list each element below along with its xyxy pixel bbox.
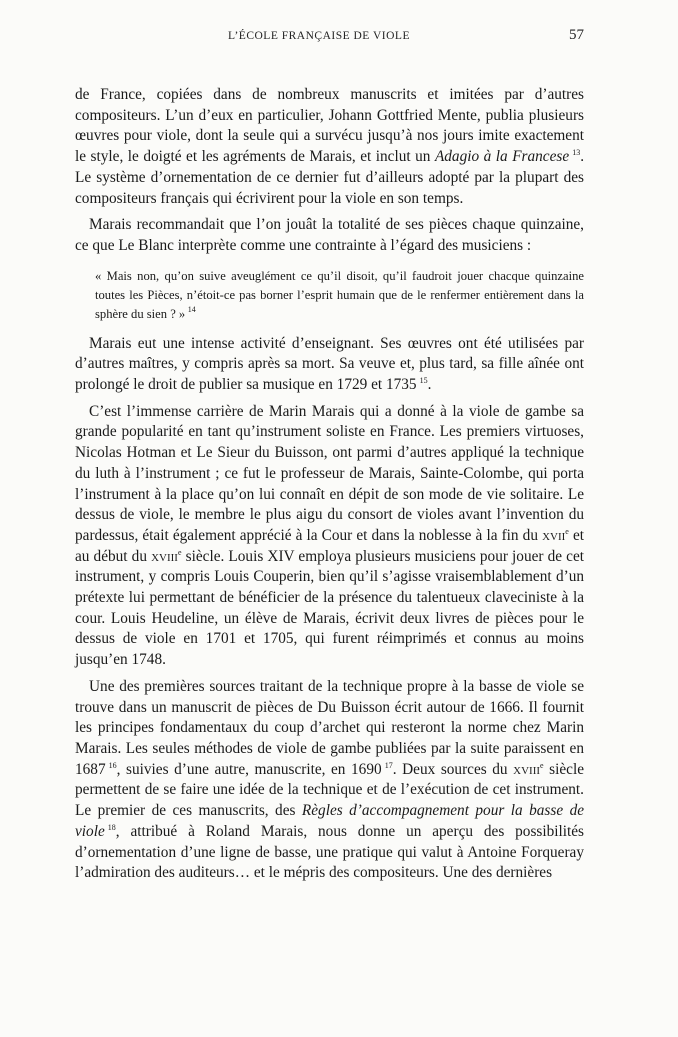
block-quote: « Mais non, qu’on suive aveuglément ce qu’il disoit, qu’il faudroit jouer chacque quinzaine toutes les Pièces, n’étoit-ce pas borner l’esprit humain que de le renfermer entièrement dans la sphère du sien ? » $^{14}$ (95, 268, 584, 321)
footnote-ref-15[interactable]: 15 (419, 376, 428, 386)
footnote-ref-14[interactable]: 14 (187, 304, 196, 314)
footnote-ref-13[interactable]: 13 (572, 148, 581, 158)
paragraph-1: de France, copiées dans de nombreux manuscrits et imitées par d’autres compositeurs. L’un d’eux en particulier, Johann Gottfried Mente, publia plusieurs œuvres pour viole, dont la seule qui a survécu jusqu’à nos jours imite exactement le style, le doigté et les agréments de Marais, et inclut un Adagio à la Francese $^{13}$. Le système d’ornementation de ce dernier fut d’ailleurs adopté par la plupart des compositeurs français qui écrivirent pour la viole en son temps. (75, 86, 585, 207)
body-text (75, 85, 584, 884)
footnote-ref-16[interactable]: 16 (108, 760, 117, 770)
page-number: 57 (569, 27, 584, 43)
paragraph-4: C’est l’immense carrière de Marin Marais qui a donné à la viole de gambe sa grande popularité en tant qu’instrument soliste en France. Les premiers virtuoses, Nicolas Hotman et Le Sieur du Buisson, ont parmi d’autres appliqué la technique du luth à l’instrument ; ce fut le professeur de Marais, Sainte-Colombe, qui porta l’instrument à la place qu’on lui connaît en dépit de son mode de vie solitaire. Le dessus de viole, le membre le plus aigu du consort de violes avant l’invention du pardessus, était également apprécié à la Cour et dans la noblesse à la fin du xvii$^e$ et au début du xviii$^e$ siècle. Louis XIV employa plusieurs musiciens pour jouer de cet instrument, y compris Louis Couperin, bien qu’il s’agisse vraisemblablement d’un prétexte lui permettant de bénéficier de la présence du talentueux claveciniste à la cour. Louis Heudeline, un élève de Marais, écrivit deux livres de pièces pour le dessus de viole en 1701 et 1705, qui furent réimprimés et connus au moins jusqu’en 1748. (75, 402, 584, 669)
paragraph-5: Une des premières sources traitant de la technique propre à la basse de viole se trouve dans un manuscrit de pièces de Du Buisson écrit autour de 1666. Il fournit les principes fondamentaux du coup d’archet qui resteront la norme chez Marin Marais. Les seules méthodes de viole de gambe publiées par la suite paraissent en 1687 $^{16}$, suivies d’une autre, manuscrite, en 1690 $^{17}$. Deux sources du xviii$^e$ siècle permettent de se faire une idée de la technique et de l’exécution de cet instrument. Le premier de ces manuscrits, des Règles d’accompagnement pour la basse de viole $^{18}$, attribué à Roland Marais, nous donne un aperçu des possibilités d’ornementation d’une ligne de basse, une pratique qui valut à Antoine Forqueray l’admiration des auditeurs… et le mépris des compositeurs. Une des dernières (75, 677, 585, 882)
paragraph-3: Marais eut une intense activité d’enseignant. Ses œuvres ont été utilisées par d’autres maîtres, y compris après sa mort. Sa veuve et, plus tard, sa fille aînée ont prolongé le droit de publier sa musique en 1729 et 1735 $^{15}$. (75, 334, 584, 394)
paragraph-2: Marais recommandait que l’on jouât la totalité de ses pièces chaque quinzaine, ce que Le Blanc interprète comme une contrainte à l’égard des musiciens : (75, 216, 584, 254)
footnote-ref-17[interactable]: 17 (384, 760, 393, 770)
running-title: L’ÉCOLE FRANÇAISE DE VIOLE (228, 30, 410, 42)
footnote-ref-18[interactable]: 18 (107, 822, 116, 832)
